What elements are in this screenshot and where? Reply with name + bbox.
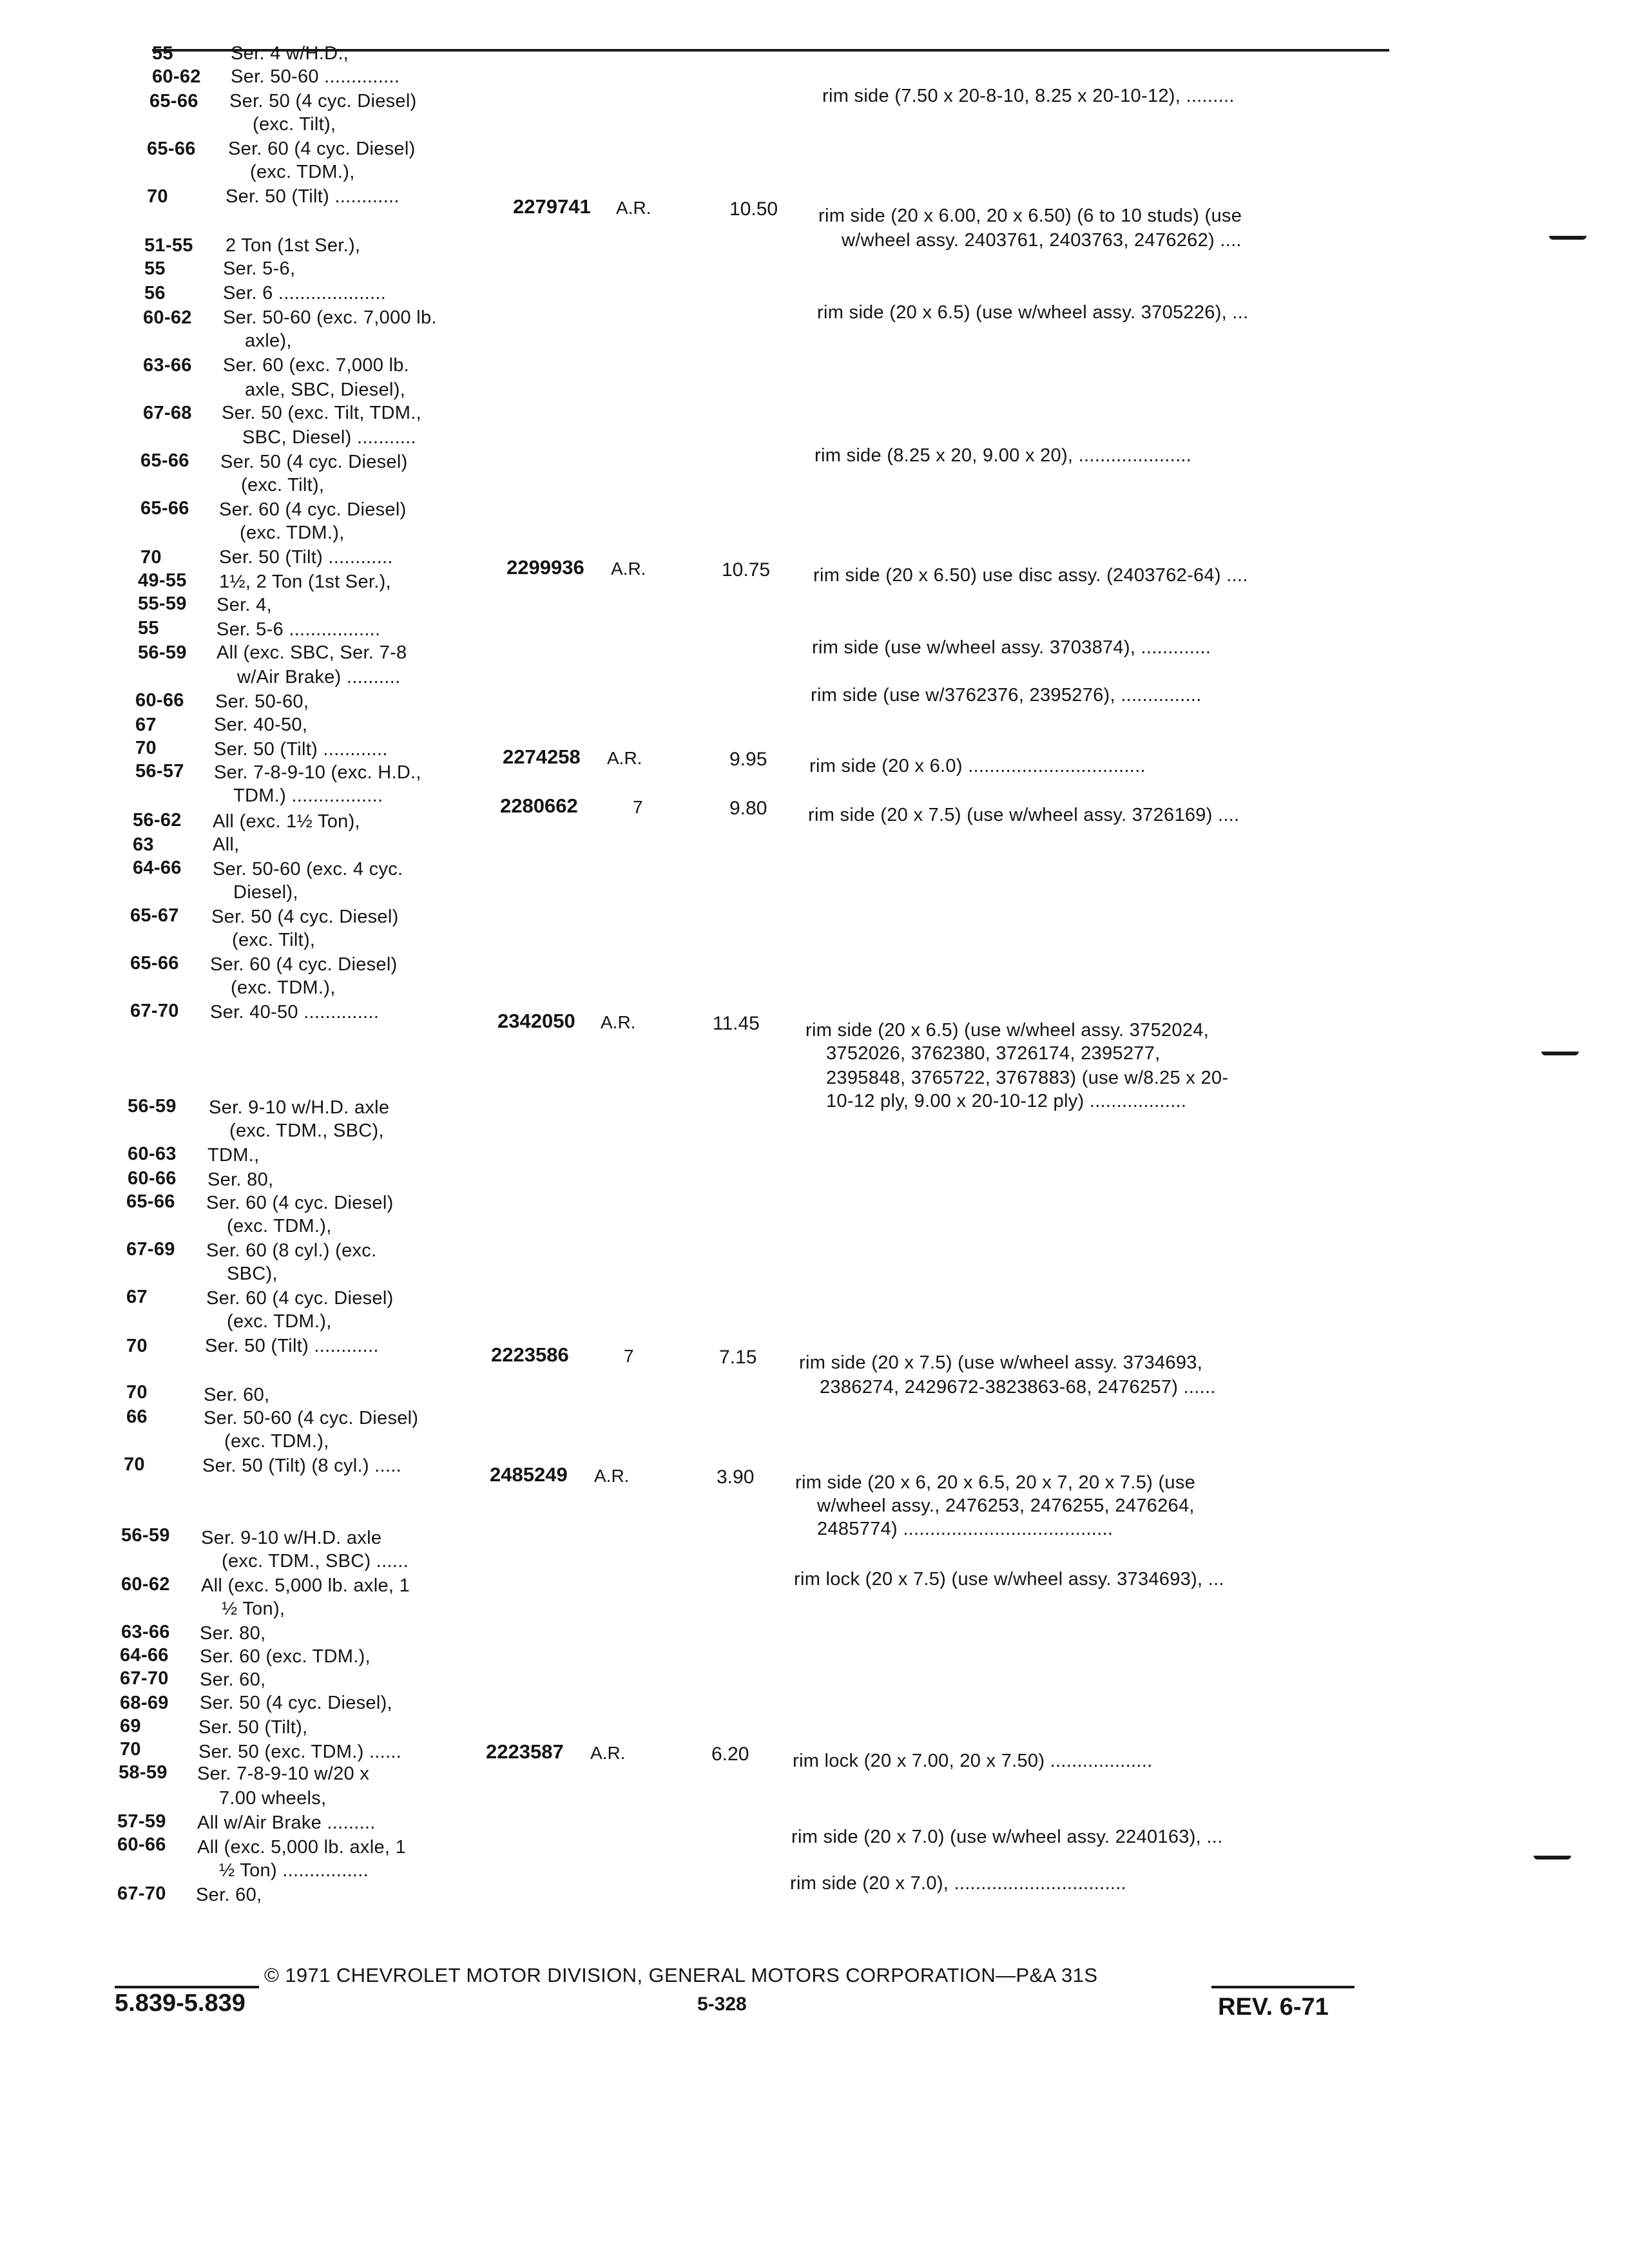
entry-year: 60-62 [152,66,201,87]
part-price: 10.75 [722,559,771,581]
entry-text: Ser. 60, [196,1885,262,1905]
part-price: 7.15 [719,1347,757,1368]
entry-year: 70 [147,186,168,207]
entry-year: 67-70 [120,1668,169,1689]
part-qty: A.R. [616,198,651,218]
part-description: rim side (8.25 x 20, 9.00 x 20), ..................... [815,445,1192,466]
part-description: rim side (20 x 6, 20 x 6.5, 20 x 7, 20 x 7.5) (use [795,1472,1196,1493]
entry-text: Ser. 60, [204,1385,270,1405]
part-description: rim side (20 x 6.0) ................................. [809,756,1146,776]
entry-text: Ser. 4, [217,595,272,615]
part-description: rim side (20 x 7.5) (use w/wheel assy. 3734693, [799,1352,1203,1373]
part-number: 2223586 [491,1343,569,1366]
entry-year: 67-70 [117,1883,166,1904]
entry-year: 63-66 [121,1622,170,1642]
part-qty: 7 [633,797,643,817]
part-description: rim side (20 x 7.0), ................................ [790,1873,1126,1894]
part-description: rim side (use w/3762376, 2395276), ............... [811,685,1202,706]
entry-year: 55 [138,618,159,639]
part-description: rim side (7.50 x 20-8-10, 8.25 x 20-10-12), ......... [822,86,1235,106]
entry-year: 70 [120,1739,141,1760]
part-qty: A.R. [601,1012,636,1032]
part-number: 2223587 [486,1740,564,1763]
entry-text: Ser. 50 (exc. TDM.) ...... [198,1742,402,1762]
entry-year: 55 [144,258,166,279]
part-description: w/wheel assy. 2403761, 2403763, 2476262) .... [842,230,1242,251]
entry-year: 65-66 [126,1191,175,1212]
entry-text: Ser. 50 (Tilt) (8 cyl.) ..... [202,1456,401,1476]
entry-year: 65-66 [140,450,189,471]
part-description: 2395848, 3765722, 3767883) (use w/8.25 x 20- [826,1068,1229,1088]
entry-text: w/Air Brake) .......... [237,667,401,687]
entry-text: Ser. 50-60 (exc. 7,000 lb. [223,307,437,328]
part-qty: A.R. [607,748,642,768]
entry-text: Ser. 7-8-9-10 (exc. H.D., [214,762,421,783]
entry-year: 55 [152,43,173,64]
entry-text: axle), [245,331,292,351]
entry-text: Ser. 60 (4 cyc. Diesel) [219,499,407,520]
entry-text: Ser. 50 (4 cyc. Diesel) [211,907,399,927]
entry-text: (exc. TDM.), [231,977,336,998]
entry-text: All (exc. SBC, Ser. 7-8 [217,642,407,663]
entry-year: 67 [135,715,157,735]
entry-text: Ser. 5-6, [223,258,296,279]
entry-text: ½ Ton) ................ [219,1860,369,1881]
entry-text: Ser. 9-10 w/H.D. axle [201,1528,382,1548]
entry-year: 56-62 [133,810,182,831]
footer-copyright: © 1971 CHEVROLET MOTOR DIVISION, GENERAL MOTORS CORPORATION—P&A 31S [264,1964,1098,1986]
part-description: rim side (20 x 7.0) (use w/wheel assy. 2240163), ... [791,1827,1223,1847]
entry-text: Ser. 50 (Tilt) ............ [214,739,388,760]
entry-text: TDM.) ................. [233,785,383,806]
entry-text: All, [213,834,240,855]
entry-text: Ser. 7-8-9-10 w/20 x [197,1763,370,1784]
entry-text: Diesel), [233,882,298,903]
entry-year: 65-66 [147,139,196,159]
part-number: 2280662 [500,794,578,817]
entry-year: 49-55 [138,570,187,591]
entry-text: Ser. 40-50 .............. [210,1002,380,1023]
entry-year: 70 [140,547,162,568]
part-qty: 7 [624,1346,634,1366]
entry-text: Ser. 50 (Tilt) ............ [219,547,393,568]
entry-text: (exc. TDM.), [227,1216,332,1236]
part-number: 2279741 [513,195,591,218]
margin-tab-mark [1549,236,1586,240]
entry-year: 70 [126,1336,148,1356]
footer-section-code: 5.839-5.839 [115,1990,246,2017]
entry-text: Ser. 80, [200,1623,266,1644]
part-description: rim side (20 x 6.00, 20 x 6.50) (6 to 10 studs) (use [818,206,1242,226]
footer-revision: REV. 6-71 [1218,1994,1329,2021]
entry-year: 67-70 [130,1001,179,1021]
entry-text: ½ Ton), [222,1599,285,1619]
entry-text: Ser. 60 (4 cyc. Diesel) [206,1193,394,1213]
entry-text: Ser. 50 (Tilt) ............ [205,1336,379,1356]
entry-year: 67-69 [126,1239,175,1260]
entry-text: Ser. 9-10 w/H.D. axle [209,1097,390,1118]
part-description: 3752026, 3762380, 3726174, 2395277, [826,1043,1161,1064]
entry-year: 70 [124,1454,145,1475]
entry-text: Ser. 60 (4 cyc. Diesel) [228,139,416,159]
entry-text: TDM., [207,1145,260,1166]
entry-text: Ser. 50 (4 cyc. Diesel) [229,91,417,111]
part-price: 6.20 [711,1744,749,1765]
entry-text: Ser. 60 (exc. TDM.), [200,1646,371,1667]
entry-text: Ser. 60 (8 cyl.) (exc. [206,1240,377,1261]
entry-text: SBC, Diesel) ........... [242,427,416,448]
entry-year: 70 [135,738,157,758]
margin-tab-mark [1534,1856,1571,1860]
entry-text: (exc. TDM.), [250,162,355,182]
entry-year: 65-66 [149,91,198,111]
entry-text: 1½, 2 Ton (1st Ser.), [219,572,391,592]
entry-year: 55-59 [138,593,187,614]
part-price: 11.45 [713,1013,760,1034]
entry-text: All (exc. 5,000 lb. axle, 1 [197,1837,407,1858]
entry-text: (exc. Tilt), [232,930,316,950]
entry-year: 64-66 [120,1645,169,1666]
entry-text: Ser. 60 (4 cyc. Diesel) [206,1288,394,1309]
part-qty: A.R. [594,1466,630,1486]
part-description: w/wheel assy., 2476253, 2476255, 2476264, [817,1495,1195,1516]
entry-year: 56 [144,283,166,303]
entry-text: (exc. Tilt), [253,114,336,135]
entry-year: 65-66 [140,498,189,519]
entry-year: 70 [126,1382,148,1403]
entry-text: Ser. 50-60 (exc. 4 cyc. [213,859,403,879]
entry-text: (exc. TDM.), [224,1431,329,1452]
entry-year: 60-66 [117,1834,166,1855]
entry-year: 60-63 [128,1144,177,1164]
entry-text: SBC), [227,1264,278,1284]
entry-year: 69 [120,1716,141,1736]
entry-year: 66 [126,1407,148,1427]
entry-text: All (exc. 5,000 lb. axle, 1 [201,1575,410,1596]
entry-line [152,43,173,64]
entry-year: 56-59 [128,1096,177,1117]
entry-text: Ser. 40-50, [214,715,308,735]
part-number: 2274258 [503,745,581,768]
part-description: rim side (20 x 6.50) use disc assy. (2403762-64) .... [813,565,1248,586]
entry-year: 63-66 [143,355,192,376]
entry-text: Ser. 50-60, [215,691,309,712]
entry-year: 60-66 [135,690,184,711]
entry-year: 57-59 [117,1811,166,1832]
entry-text: Ser. 50 (4 cyc. Diesel) [220,452,408,472]
entry-year: 60-66 [128,1168,177,1189]
entry-text: Ser. 50 (4 cyc. Diesel), [200,1693,392,1713]
part-price: 9.95 [729,749,767,770]
entry-year: 56-59 [121,1525,170,1546]
part-description: rim side (20 x 6.5) (use w/wheel assy. 3752024, [805,1020,1210,1041]
entry-year: 56-57 [135,761,184,782]
part-qty: A.R. [611,559,646,579]
part-description: 2386274, 2429672-3823863-68, 2476257) ...... [820,1377,1216,1398]
entry-year: 56-59 [138,642,187,663]
entry-text: Ser. 50-60 .............. [231,66,400,87]
footer-rule-right [1211,1986,1354,1988]
entry-text: axle, SBC, Diesel), [245,380,406,400]
footer-page-number: 5-328 [697,1994,747,2015]
entry-text: Ser. 50 (exc. Tilt, TDM., [222,403,421,423]
part-description: 2485774) ....................................... [817,1519,1113,1539]
entry-text: Ser. 6 .................... [223,283,387,303]
entry-text: Ser. 50 (Tilt), [198,1717,308,1738]
entry-text: Ser. 60, [200,1669,266,1690]
part-price: 9.80 [729,798,767,819]
entry-text: Ser. 4 w/H.D., [231,43,349,64]
entry-text: (exc. TDM., SBC), [229,1120,384,1141]
entry-year: 60-62 [143,307,192,328]
entry-text: Ser. 5-6 ................. [217,619,381,640]
part-description: rim side (use w/wheel assy. 3703874), ............. [812,637,1211,658]
part-price: 3.90 [717,1466,755,1488]
part-number: 2485249 [490,1463,568,1486]
entry-text: (exc. TDM., SBC) ...... [222,1551,409,1571]
entry-year: 67 [126,1287,148,1307]
entry-text: 7.00 wheels, [219,1788,327,1809]
entry-text: All (exc. 1½ Ton), [213,811,360,832]
part-qty: A.R. [590,1743,626,1763]
part-price: 10.50 [729,198,778,220]
entry-year: 63 [133,834,154,855]
part-number: 2299936 [506,556,584,579]
footer-rule-left [115,1986,259,1988]
part-description: rim side (20 x 7.5) (use w/wheel assy. 3726169) .... [808,805,1240,825]
entry-year: 60-62 [121,1574,170,1595]
margin-tab-mark [1541,1052,1579,1055]
part-number: 2342050 [497,1010,575,1032]
entry-text: Ser. 80, [207,1169,274,1190]
entry-year: 65-66 [130,953,179,974]
part-description: rim lock (20 x 7.00, 20 x 7.50) ................... [793,1751,1153,1771]
entry-text: Ser. 60 (4 cyc. Diesel) [210,954,398,975]
entry-text: (exc. Tilt), [241,475,325,495]
entry-text: Ser. 50-60 (4 cyc. Diesel) [204,1408,419,1428]
part-description: rim side (20 x 6.5) (use w/wheel assy. 3705226), ... [817,302,1249,323]
entry-text: Ser. 50 (Tilt) ............ [226,186,400,207]
entry-text: (exc. TDM.), [227,1311,332,1332]
entry-year: 65-67 [130,905,179,926]
part-description: rim lock (20 x 7.5) (use w/wheel assy. 3734693), ... [794,1569,1224,1590]
entry-year: 58-59 [119,1762,168,1783]
entry-year: 67-68 [143,403,192,423]
entry-text: Ser. 60 (exc. 7,000 lb. [223,355,410,376]
entry-text: 2 Ton (1st Ser.), [226,235,361,256]
entry-year: 68-69 [120,1693,169,1713]
entry-year: 51-55 [144,235,193,256]
entry-year: 64-66 [133,858,182,878]
entry-text: (exc. TDM.), [240,523,345,543]
entry-text: All w/Air Brake ......... [197,1812,376,1833]
part-description: 10-12 ply, 9.00 x 20-10-12 ply) .................. [826,1091,1187,1111]
